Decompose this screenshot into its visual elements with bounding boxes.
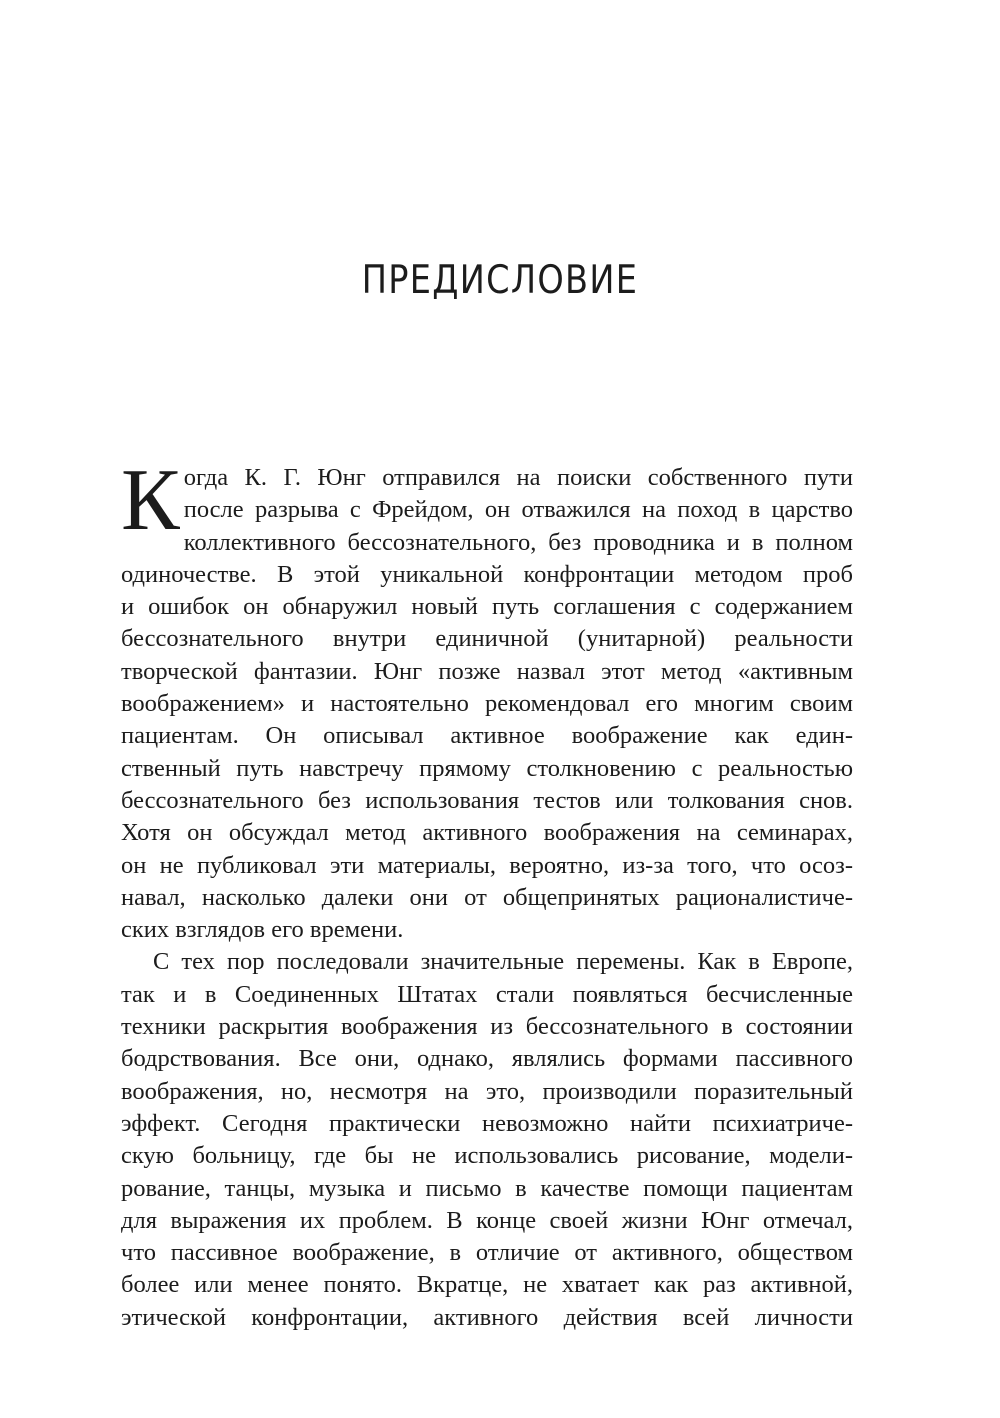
text-line: С тех пор последовали значительные перемены. Как в Европе, (153, 948, 853, 976)
text-line: техники раскрытия воображения из бессознательного в состоянии (121, 1013, 853, 1041)
paragraph-2 (121, 946, 853, 1334)
text-line: огда К. Г. Юнг отправился на поиски собственного пути (183, 464, 853, 491)
text-line: бодрствования. Все они, однако, являлись формами пассивного (121, 1045, 853, 1073)
text-line: ских взглядов его времени. (121, 916, 404, 944)
text-line: эффект. Сегодня практически невозможно найти психиатриче- (121, 1109, 853, 1137)
text-line: бессознательного без использования тестов или толкования снов. (121, 786, 853, 814)
text-line: воображением» и настоятельно рекомендовал его многим своим (121, 690, 853, 718)
drop-cap: К (121, 452, 180, 549)
text-line: ственный путь навстречу прямому столкновению с реальностью (121, 754, 853, 782)
text-line: после разрыва с Фрейдом, он отважился на поход в царство (183, 496, 853, 524)
text-line: и ошибок он обнаружил новый путь соглашения с содержанием (121, 593, 853, 621)
text-line: одиночестве. В этой уникальной конфронтации методом проб (121, 560, 853, 588)
text-line: бессознательного внутри единичной (унитарной) реальности (121, 625, 853, 653)
text-line: рование, танцы, музыка и письмо в качестве помощи пациентам (121, 1174, 853, 1202)
text-line: пациентам. Он описывал активное воображение как един- (121, 722, 853, 750)
chapter-title: ПРЕДИСЛОВИЕ (361, 258, 639, 303)
text-line: воображения, но, несмотря на это, производили поразительный (121, 1077, 853, 1105)
text-line: для выражения их проблем. В конце своей жизни Юнг отмечал, (121, 1206, 853, 1234)
text-line: скую больницу, где бы не использовались рисование, модели- (121, 1142, 853, 1170)
text-line: что пассивное воображение, в отличие от активного, обществом (121, 1239, 853, 1267)
text-line: навал, насколько далеки они от общепринятых рационалистиче- (121, 883, 853, 911)
text-line: он не публиковал эти материалы, вероятно, из-за того, что осоз- (121, 851, 853, 879)
text-line: так и в Соединенных Штатах стали появляться бесчисленные (121, 980, 853, 1008)
body-text (121, 452, 853, 1334)
text-line: более или менее понято. Вкратце, не хватает как раз активной, (121, 1271, 853, 1299)
text-line: коллективного бессознательного, без проводника и в полном (183, 528, 853, 556)
text-line: творческой фантазии. Юнг позже назвал этот метод «активным (121, 657, 853, 685)
text-line: этической конфронтации, активного действия всей личности (121, 1303, 853, 1331)
paragraph-1 (121, 452, 853, 946)
text-line: Хотя он обсуждал метод активного воображения на семинарах, (121, 819, 853, 847)
